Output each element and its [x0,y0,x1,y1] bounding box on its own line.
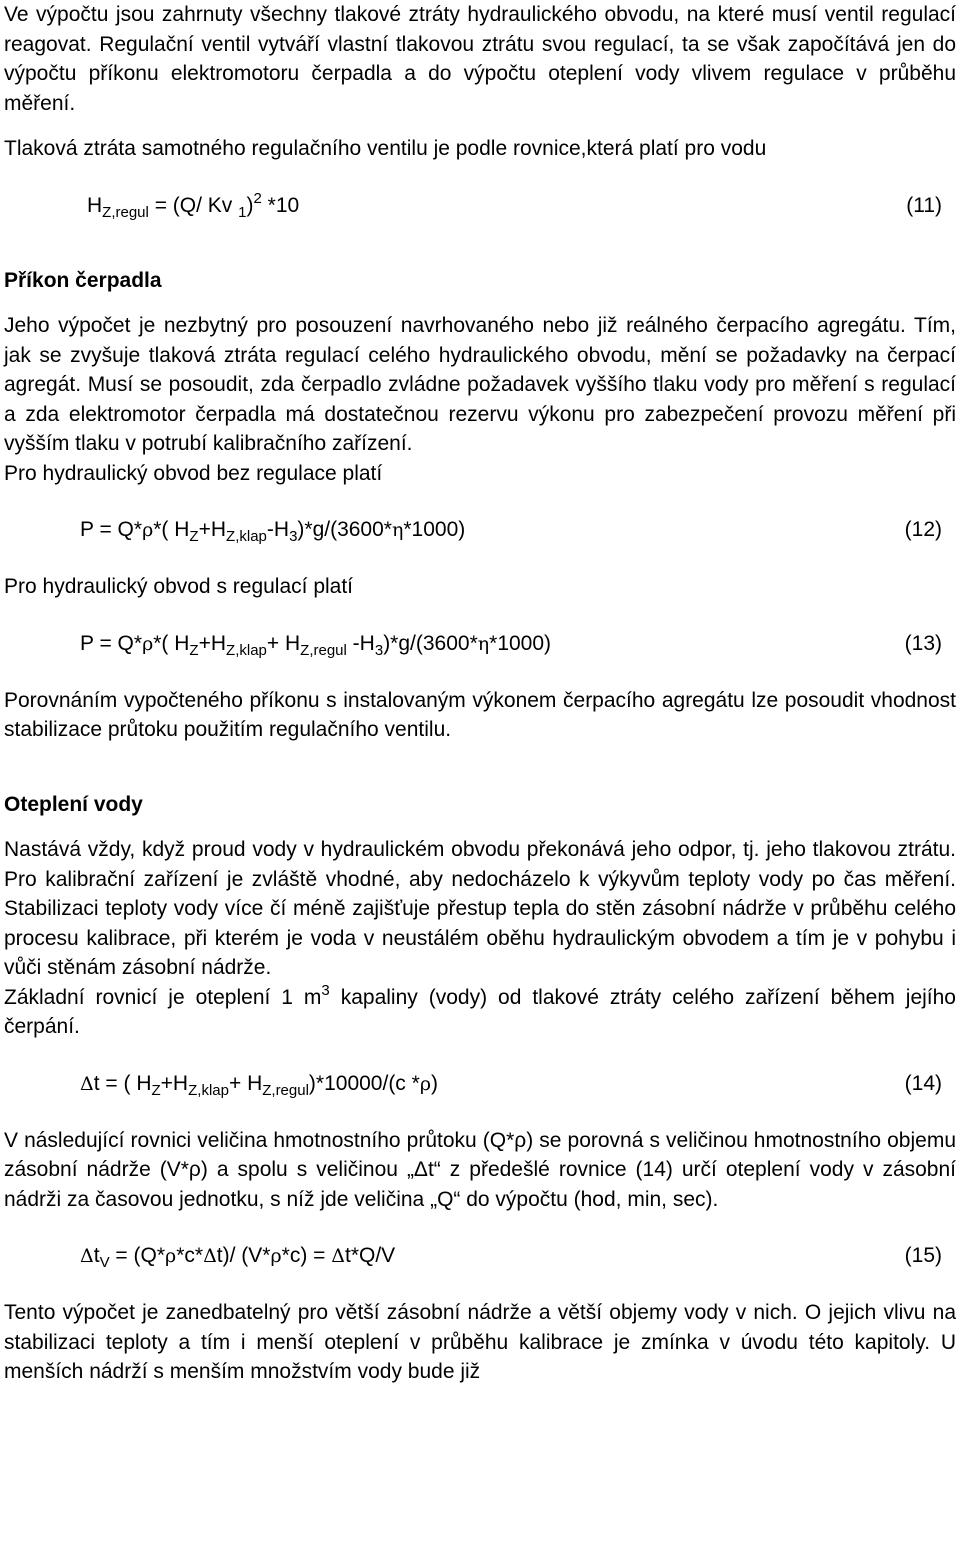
equation-15-formula: $\Delta t_V = (Q*\rho*c*\Delta t)/$ (V*ρ*c) = Δt*Q/V [80,1244,396,1271]
paragraph-conclusion: Tento výpočet je zanedbatelný pro větší zásobní nádrže a větší objemy vody v nich. O jejich vlivu na stabilizaci teploty a tím i menší oteplení v průběhu kalibrace je zmínka v úvodu této kapitoly. U menších nádrží s menším množstvím vody bude již [4,1301,956,1383]
paragraph-mass-flow: V následující rovnici veličina hmotnostního průtoku (Q*ρ) se porovná s veličinou hmotnostního objemu zásobní nádrže (V*ρ) a spolu s veličinou „Δt“ z předešlé rovnice (14) určí oteplení vody v zásobní nádrži za časovou jednotku, s níž jde veličina „Q“ do výpočtu (hod, min, sec). [4,1128,956,1211]
paragraph-basic-equation: Základní rovnicí je oteplení 1 $m^3$ kapaliny (vody) od tlakové ztráty celého zařízení během jejího čerpání. [4,981,956,1038]
equation-15-number: (15) [904,1244,942,1267]
equation-12-number: (12) [904,518,942,541]
equation-13-number: (13) [904,631,942,655]
equation-11-number: (11) [906,193,942,217]
paragraph-comparison: Porovnáním vypočteného příkonu s instalovaným výkonem čerpacího agregátu lze posoudit vhodnost stabilizace průtoku použitím regulačního ventilu. [4,688,956,741]
paragraph-with-regulation: Pro hydraulický obvod s regulací platí [4,575,354,598]
equation-14 [4,1069,956,1099]
equation-13 [4,629,956,659]
equation-11-formula: $H_{Z,regul} = (Q/$ Kv $_1$)$^2$ *10 [87,189,300,221]
equation-14-number: (14) [904,1071,942,1095]
paragraph-heating-intro: Nastává vždy, když proud vody v hydraulickém obvodu překonává jeho odpor, tj. jeho tlakovou ztrátu. Pro kalibrační zařízení je zvláště vhodné, aby nedocházelo k výkyvům teploty vody po čas měření. Stabilizaci teploty vody více čí méně zajišťuje přestup tepla do stěn zásobní nádrže v průběhu celého procesu kalibrace, při kterém je voda v neustálém oběhu hydraulickým obvodem a tím je v pohybu i vůči stěnám zásobní nádrže. [4,838,956,979]
heading-pump-power: Příkon čerpadla [4,268,162,292]
equation-14-formula: Δt = ( $H_Z+H_{Z,klap}+ H_{Z,regul})*10000/(c$ *ρ) [80,1071,438,1099]
equation-13-formula: P = Q*ρ*( $H_Z+H_{Z,klap}+ H_{Z,regul}$ $-H_3)*g/(3600*\eta*1000)$ [80,631,552,659]
equation-15 [4,1241,956,1271]
equation-12 [4,515,956,545]
paragraph-intro: Ve výpočtu jsou zahrnuty všechny tlakové ztráty hydraulického obvodu, na které musí ventil regulací reagovat. Regulační ventil vytváří vlastní tlakovou ztrátu svou regulací, ta se však započítává jen do výpočtu příkonu elektromotoru čerpadla a do výpočtu oteplení vody vlivem regulace v průběhu měření. [4,3,956,115]
heading-water-heating: Oteplení vody [4,792,143,816]
equation-11 [4,191,956,221]
paragraph-valve-loss: Tlaková ztráta samotného regulačního ventilu je podle rovnice,která platí pro vodu [4,137,767,160]
paragraph-no-regulation: Pro hydraulický obvod bez regulace platí [4,461,383,485]
equation-12-formula: P = Q*ρ*( $H_Z+H_{Z,klap}-H_3)*g/(3600*\eta*1000)$ [80,518,466,545]
paragraph-pump-power: Jeho výpočet je nezbytný pro posouzení navrhovaného nebo již reálného čerpacího agregátu. Tím, jak se zvyšuje tlaková ztráta regulací celého hydraulického obvodu, mění se požadavky na čerpací agregát. Musí se posoudit, zda čerpadlo zvládne požadavek vyššího tlaku vody pro měření s regulací a zda elektromotor čerpadla má dostatečnou rezervu výkonu pro zabezpečení provozu měření při vyšším tlaku v potrubí kalibračního zařízení. [4,314,956,455]
